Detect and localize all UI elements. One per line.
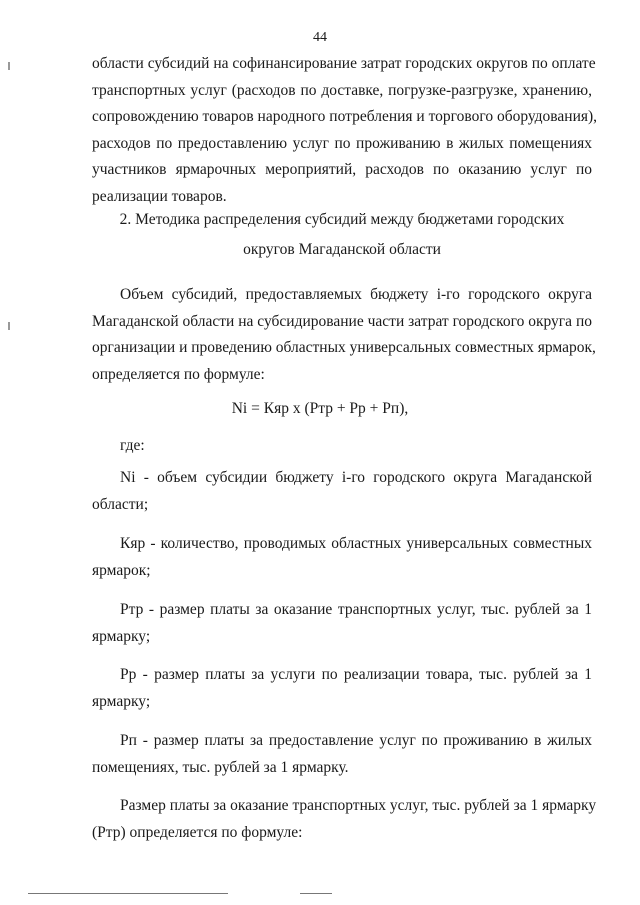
formula: Ni = Кяр x (Ртр + Рр + Рп),	[231, 400, 409, 417]
text-line: Размер платы за оказание транспортных услуг, тыс. рублей за 1 ярмарку	[120, 797, 597, 814]
text-line: ярмарок;	[92, 561, 151, 579]
definition-kyar	[92, 531, 592, 584]
where-label: где:	[120, 437, 145, 454]
page-number: 44	[313, 30, 327, 45]
heading-line: округов Магаданской области	[243, 240, 441, 258]
text-line: реализации товаров.	[92, 187, 227, 205]
text-line: Рр - размер платы за услуги по реализации товара, тыс. рублей за 1	[120, 666, 592, 683]
text-line: области;	[92, 495, 149, 513]
text-line: области субсидий на софинансирование затрат городских округов по оплате	[92, 55, 596, 72]
text-line: Объем субсидий, предоставляемых бюджету i-го городского округа	[120, 286, 592, 303]
text-line: Ртр - размер платы за оказание транспортных услуг, тыс. рублей за 1	[120, 601, 592, 618]
text-line: ярмарку;	[92, 627, 151, 645]
section-heading	[92, 207, 592, 263]
definition-rp	[92, 728, 592, 781]
text-line: участников ярмарочных мероприятий, расходов по оказанию услуг по	[92, 161, 592, 178]
text-line: организации и проведению областных универсальных совместных ярмарок,	[92, 339, 596, 356]
text-line: помещениях, тыс. рублей за 1 ярмарку.	[92, 758, 349, 776]
text-line: транспортных услуг (расходов по доставке, погрузке-разгрузке, хранению,	[92, 81, 592, 99]
margin-mark	[8, 322, 10, 330]
paragraph-transport-fee	[92, 793, 597, 846]
definition-rr	[92, 662, 592, 715]
definition-rtr	[92, 597, 592, 650]
paragraph-continuation	[92, 51, 598, 210]
text-line: Кяр - количество, проводимых областных универсальных совместных	[120, 535, 592, 552]
footer-rule	[300, 893, 332, 894]
text-line: Магаданской области на субсидирование части затрат городского округа по	[92, 312, 592, 330]
text-line: определяется по формуле:	[92, 365, 265, 383]
text-line: ярмарку;	[92, 692, 151, 710]
footer-rule	[28, 893, 228, 894]
text-line: Ni - объем субсидии бюджету i-го городского округа Магаданской	[120, 469, 592, 486]
paragraph-subsidy-volume	[92, 282, 596, 388]
text-line: расходов по предоставлению услуг по проживанию в жилых помещениях	[92, 134, 592, 152]
text-line: (Ртр) определяется по формуле:	[92, 823, 303, 841]
heading-line: 2. Методика распределения субсидий между бюджетами городских	[119, 211, 565, 228]
margin-mark	[8, 62, 10, 70]
text-line: Рп - размер платы за предоставление услуг по проживанию в жилых	[120, 732, 592, 749]
definition-ni	[92, 465, 592, 518]
text-line: сопровождению товаров народного потребления и торгового оборудования),	[92, 108, 598, 125]
